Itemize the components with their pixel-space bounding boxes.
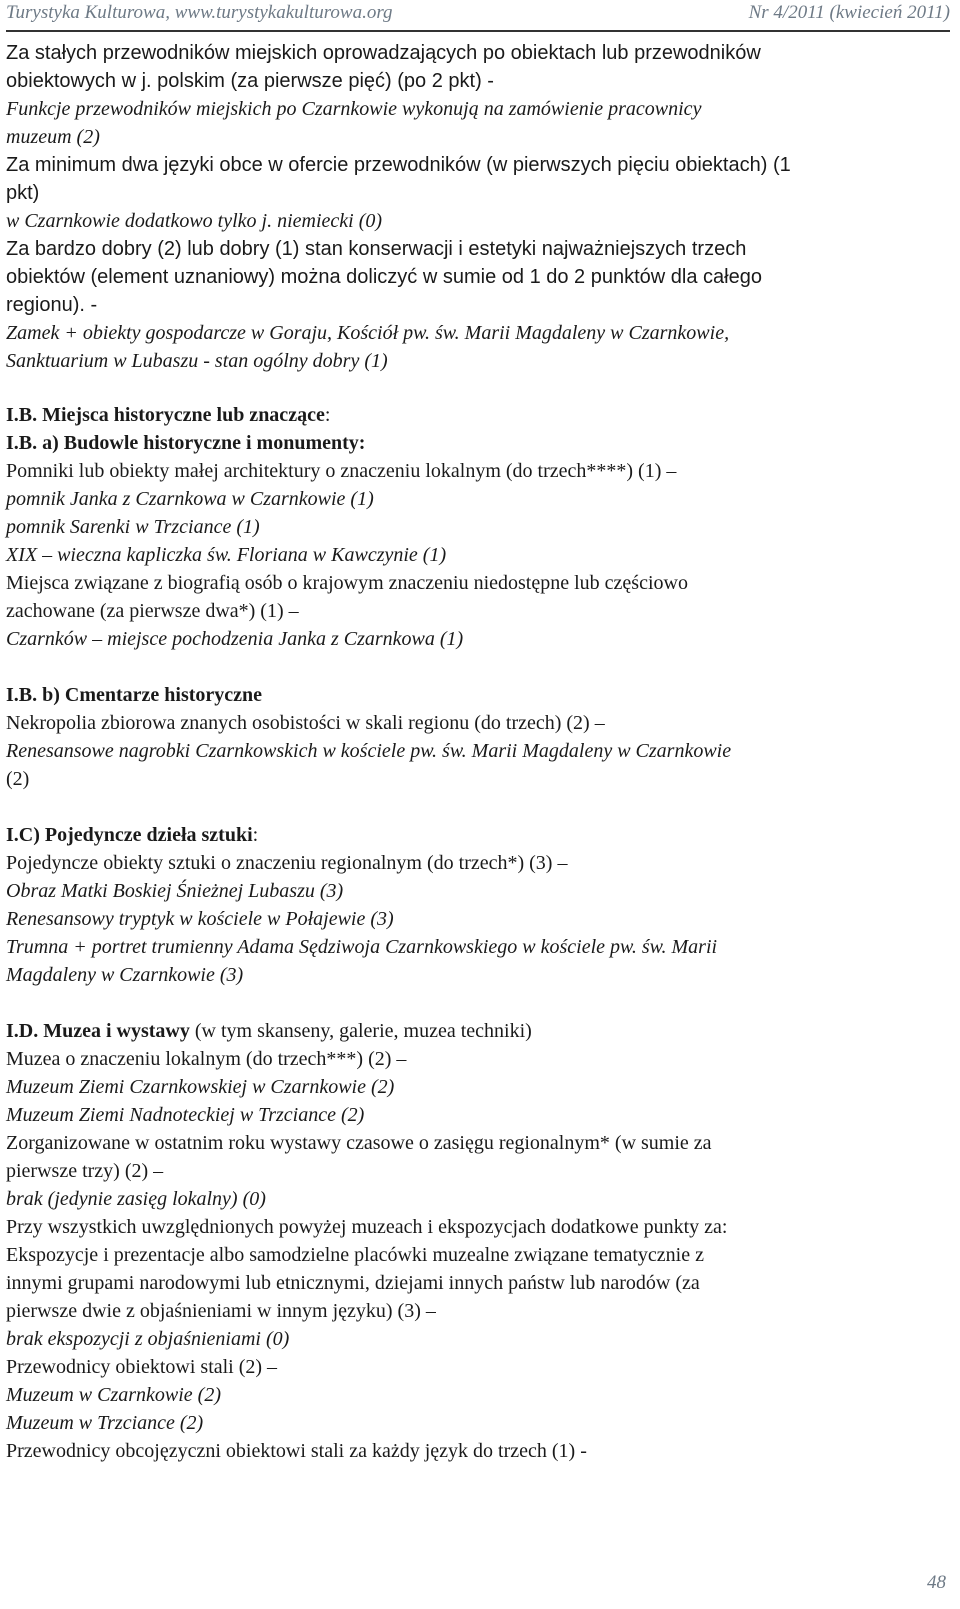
- text-line: pomnik Janka z Czarnkowa w Czarnkowie (1): [6, 488, 374, 510]
- issue-number: Nr 4/2011 (kwiecień 2011): [748, 2, 950, 23]
- text-line: brak ekspozycji z objaśnieniami (0): [6, 1328, 290, 1350]
- text-line: Przewodnicy obiektowi stali (2) –: [6, 1356, 278, 1378]
- section-heading-ib: [6, 402, 330, 428]
- text-line: Funkcje przewodników miejskich po Czarnkowie wykonują na zamówienie pracownicy: [6, 98, 702, 120]
- journal-title: Turystyka Kulturowa, www.turystykakulturowa.org: [6, 2, 393, 23]
- text-line: Renesansowy tryptyk w kościele w Połajewie (3): [6, 908, 394, 930]
- text-line: brak (jedynie zasięg lokalny) (0): [6, 1188, 266, 1210]
- text-line: Muzeum Ziemi Nadnoteckiej w Trzciance (2): [6, 1104, 365, 1126]
- text-line: Nekropolia zbiorowa znanych osobistości w skali regionu (do trzech) (2) –: [6, 712, 605, 734]
- text-line: Ekspozycje i prezentacje albo samodzielne placówki muzealne związane tematycznie z: [6, 1244, 704, 1266]
- text-line: Magdaleny w Czarnkowie (3): [6, 964, 244, 986]
- text-line: pomnik Sarenki w Trzciance (1): [6, 516, 260, 538]
- section-heading-id: [6, 1018, 532, 1044]
- subsection-heading-ib-b: I.B. b) Cmentarze historyczne: [6, 684, 263, 706]
- text-line: regionu). -: [6, 294, 98, 316]
- text-line: pierwsze trzy) (2) –: [6, 1160, 164, 1182]
- text-line: Zamek + obiekty gospodarcze w Goraju, Kościół pw. św. Marii Magdaleny w Czarnkowie,: [6, 322, 730, 344]
- text-line: pkt): [6, 182, 40, 204]
- text-line: Za minimum dwa języki obce w ofercie przewodników (w pierwszych pięciu obiektach) (1: [6, 154, 791, 176]
- text-line: obiektów (element uznaniowy) można doliczyć w sumie od 1 do 2 punktów dla całego: [6, 266, 762, 288]
- page-header: [0, 0, 960, 30]
- section-heading-text: I.B. Miejsca historyczne lub znaczące: [6, 404, 325, 426]
- text-line: muzeum (2): [6, 126, 100, 148]
- text-line: Miejsca związane z biografią osób o krajowym znaczeniu niedostępne lub częściowo: [6, 572, 688, 594]
- section-heading-text: I.D. Muzea i wystawy: [6, 1020, 190, 1042]
- text-line: Muzeum w Trzciance (2): [6, 1412, 204, 1434]
- text-line: XIX – wieczna kapliczka św. Floriana w Kawczynie (1): [6, 544, 447, 566]
- text-line: (2): [6, 768, 30, 790]
- section-heading-ic: [6, 822, 258, 848]
- text-line: Czarnków – miejsce pochodzenia Janka z Czarnkowa (1): [6, 628, 464, 650]
- text-line: zachowane (za pierwsze dwa*) (1) –: [6, 600, 299, 622]
- text-line: Za stałych przewodników miejskich oprowadzających po obiektach lub przewodników: [6, 42, 761, 64]
- section-heading-colon: :: [252, 824, 259, 846]
- header-divider: [6, 30, 950, 32]
- text-line: pierwsze dwie z objaśnieniami w innym języku) (3) –: [6, 1300, 436, 1322]
- text-line: Muzeum Ziemi Czarnkowskiej w Czarnkowie (2): [6, 1076, 395, 1098]
- text-line: Muzea o znaczeniu lokalnym (do trzech***) (2) –: [6, 1048, 407, 1070]
- section-heading-rest: (w tym skanseny, galerie, muzea techniki): [189, 1020, 532, 1042]
- section-heading-text: I.C) Pojedyncze dzieła sztuki: [6, 824, 253, 846]
- text-line: Renesansowe nagrobki Czarnkowskich w kościele pw. św. Marii Magdaleny w Czarnkowie: [6, 740, 732, 762]
- subsection-heading-ib-a: I.B. a) Budowle historyczne i monumenty:: [6, 432, 366, 454]
- text-line: innymi grupami narodowymi lub etnicznymi, dziejami innych państw lub narodów (za: [6, 1272, 700, 1294]
- text-line: Przy wszystkich uwzględnionych powyżej muzeach i ekspozycjach dodatkowe punkty za:: [6, 1216, 728, 1238]
- text-line: Muzeum w Czarnkowie (2): [6, 1384, 221, 1406]
- section-heading-colon: :: [324, 404, 331, 426]
- text-line: Trumna + portret trumienny Adama Sędziwoja Czarnkowskiego w kościele pw. św. Marii: [6, 936, 718, 958]
- text-line: Obraz Matki Boskiej Śnieżnej Lubaszu (3): [6, 880, 344, 902]
- text-line: obiektowych w j. polskim (za pierwsze pięć) (po 2 pkt) -: [6, 70, 494, 92]
- text-line: w Czarnkowie dodatkowo tylko j. niemiecki (0): [6, 210, 383, 232]
- page-number: 48: [927, 1572, 946, 1593]
- text-line: Przewodnicy obcojęzyczni obiektowi stali za każdy język do trzech (1) -: [6, 1440, 587, 1462]
- text-line: Sanktuarium w Lubaszu - stan ogólny dobry (1): [6, 350, 388, 372]
- text-line: Pomniki lub obiekty małej architektury o znaczeniu lokalnym (do trzech****) (1) –: [6, 460, 677, 482]
- text-line: Za bardzo dobry (2) lub dobry (1) stan konserwacji i estetyki najważniejszych trzech: [6, 238, 747, 260]
- text-line: Pojedyncze obiekty sztuki o znaczeniu regionalnym (do trzech*) (3) –: [6, 852, 568, 874]
- text-line: Zorganizowane w ostatnim roku wystawy czasowe o zasięgu regionalnym* (w sumie za: [6, 1132, 712, 1154]
